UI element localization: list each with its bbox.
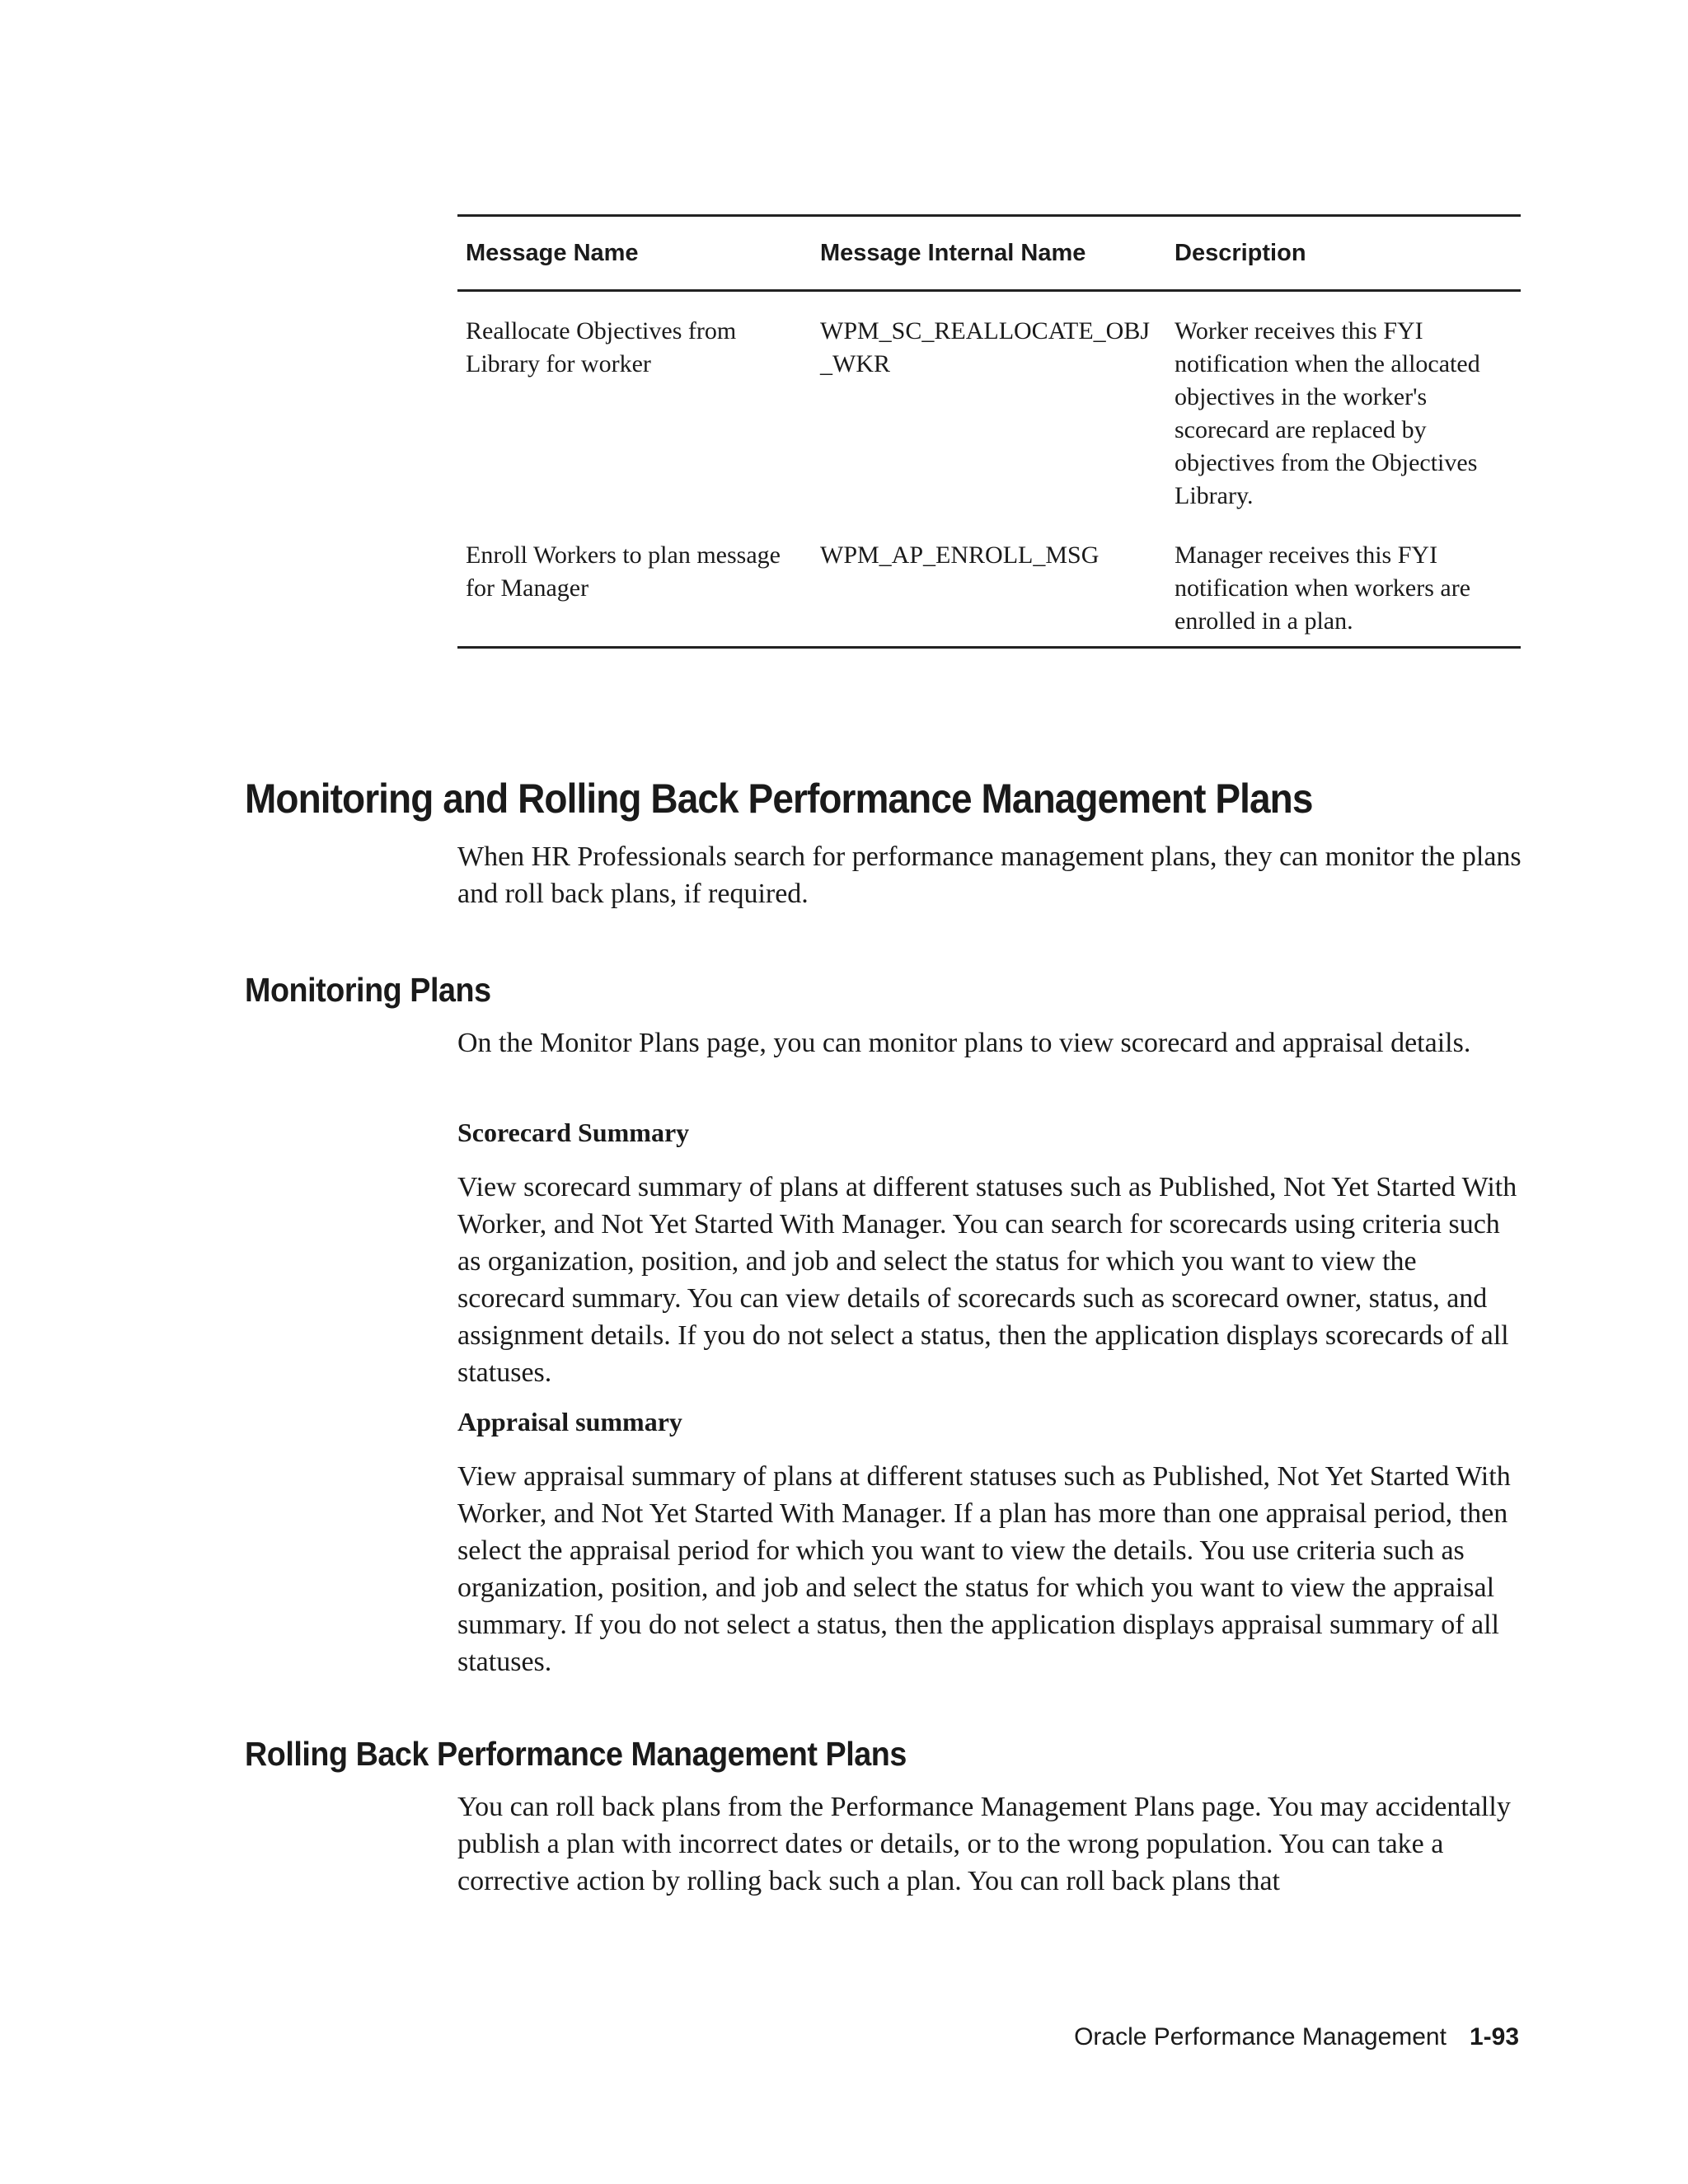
cell-message-name: Enroll Workers to plan message for Manager xyxy=(466,541,781,602)
page-number: 1-93 xyxy=(1469,2023,1519,2050)
column-header-message-name: Message Name xyxy=(466,239,639,266)
appraisal-summary-text: View appraisal summary of plans at different statuses such as Published, Not Yet Started With Worker, and Not Yet Started With Manager. If a plan has more than one appraisal period, then select the appraisal period for which you want to view the details. You use criteria such as organization, position, and job and select the status for which you want to view the appraisal summary. If you do not select a status, then the application displays appraisal summary of all statuses. xyxy=(457,1461,1511,1677)
message-table xyxy=(457,214,1521,649)
footer-title: Oracle Performance Management xyxy=(1074,2023,1447,2050)
rolling-back-heading: Rolling Back Performance Management Plans xyxy=(245,1735,907,1773)
table-bottom-rule xyxy=(457,646,1521,649)
cell-internal-name: WPM_AP_ENROLL_MSG xyxy=(820,541,1100,569)
section-heading: Monitoring and Rolling Back Performance Management Plans xyxy=(245,776,1313,822)
scorecard-summary-heading: Scorecard Summary xyxy=(457,1118,690,1147)
scorecard-summary-text: View scorecard summary of plans at different statuses such as Published, Not Yet Started With Worker, and Not Yet Started With Manager. You can search for scorecards using criteria such as organization, position, and job and select the status for which you want to view the scorecard summary. You can view details of scorecards such as scorecard owner, status, and assignment details. If you do not select a status, then the application displays scorecards of all statuses. xyxy=(457,1172,1517,1388)
cell-message-name: Reallocate Objectives from Library for worker xyxy=(466,317,737,377)
monitoring-intro: On the Monitor Plans page, you can monitor plans to view scorecard and appraisal details. xyxy=(457,1028,1471,1058)
table-row xyxy=(457,531,1521,646)
cell-description: Worker receives this FYI notification when the allocated objectives in the worker's scorecard are replaced by objectives from the Objectives Library. xyxy=(1175,317,1480,509)
table-row xyxy=(457,292,1521,531)
monitoring-heading: Monitoring Plans xyxy=(245,971,491,1009)
cell-description: Manager receives this FYI notification when workers are enrolled in a plan. xyxy=(1175,541,1471,635)
appraisal-summary-heading: Appraisal summary xyxy=(457,1407,682,1436)
table-header-row xyxy=(457,217,1521,289)
column-header-internal-name: Message Internal Name xyxy=(820,239,1086,266)
rolling-back-text: You can roll back plans from the Performance Management Plans page. You may accidentally publish a plan with incorrect dates or details, or to the wrong population. You can take a corrective action by rolling back such a plan. You can roll back plans that xyxy=(457,1792,1511,1896)
page-footer xyxy=(1074,2023,1519,2051)
section-intro: When HR Professionals search for performance management plans, they can monitor the plans and roll back plans, if required. xyxy=(457,841,1522,909)
column-header-description: Description xyxy=(1175,239,1306,266)
cell-internal-name: WPM_SC_REALLOCATE_OBJ_WKR xyxy=(820,317,1151,377)
